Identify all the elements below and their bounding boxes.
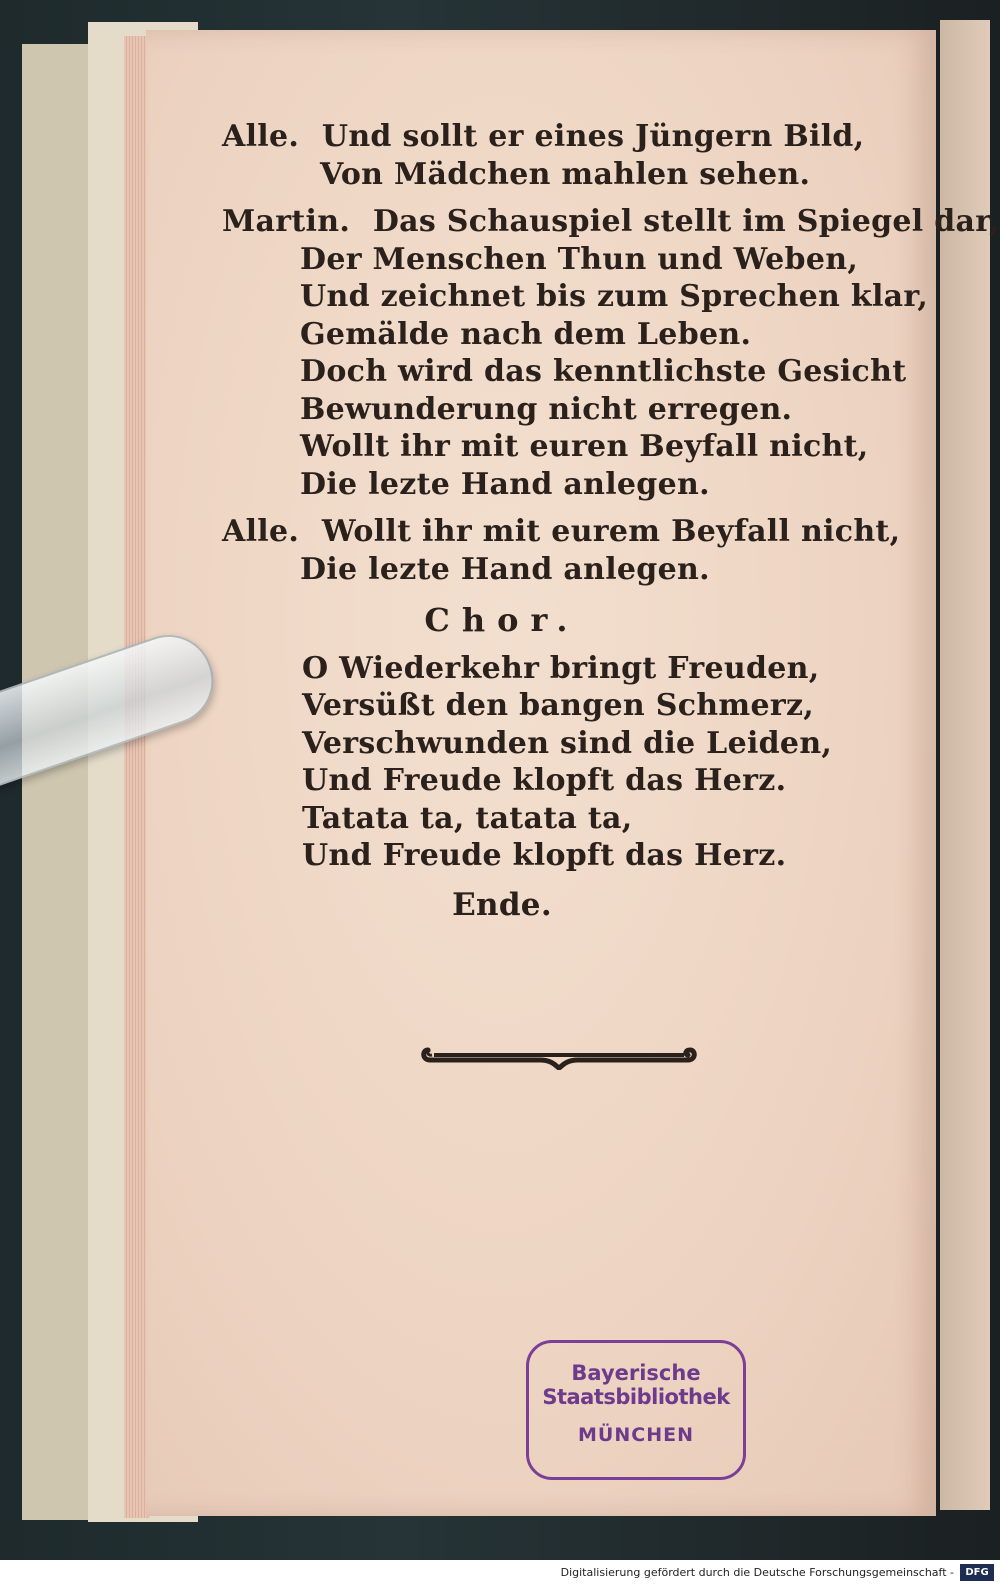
verse-line: Und Freude klopft das Herz. bbox=[302, 838, 787, 873]
stamp-line: Bayerische bbox=[571, 1361, 701, 1385]
verse-text: Und sollt er eines Jüngern Bild, bbox=[321, 119, 865, 154]
verse-line: O Wiederkehr bringt Freuden, bbox=[302, 650, 820, 686]
speaker-name: Alle. bbox=[222, 514, 300, 549]
verse-line bbox=[222, 513, 922, 551]
speech-alle-1 bbox=[222, 118, 922, 193]
library-stamp bbox=[526, 1340, 746, 1480]
speech-martin bbox=[222, 203, 1000, 503]
verse-line: Die lezte Hand anlegen. bbox=[300, 551, 710, 587]
speaker-name: Martin. bbox=[222, 204, 351, 239]
verse-line: Gemälde nach dem Leben. bbox=[300, 316, 752, 352]
verse-line: Wollt ihr mit euren Beyfall nicht, bbox=[300, 429, 869, 464]
verse-line: Versüßt den bangen Schmerz, bbox=[302, 688, 815, 723]
verse-line bbox=[222, 118, 922, 156]
stamp-line: Staatsbibliothek bbox=[542, 1385, 730, 1409]
verse-line: Der Menschen Thun und Weben, bbox=[300, 241, 859, 277]
verse-text: Das Schauspiel stellt im Spiegel dar, bbox=[372, 204, 1000, 239]
footer-bar bbox=[0, 1560, 1000, 1587]
verse-line: Von Mädchen mahlen sehen. bbox=[320, 156, 811, 192]
speaker-name: Alle. bbox=[222, 119, 300, 154]
verse-line: Tatata ta, tatata ta, bbox=[302, 800, 633, 836]
verse-line: Verschwunden sind die Leiden, bbox=[302, 725, 833, 761]
ornament-divider bbox=[420, 1036, 698, 1070]
stamp-line: MÜNCHEN bbox=[578, 1424, 694, 1446]
verse-text: Wollt ihr mit eurem Beyfall nicht, bbox=[321, 514, 901, 549]
page-text bbox=[222, 118, 1000, 924]
chorus-verses bbox=[222, 650, 922, 875]
verse-line bbox=[222, 203, 1000, 241]
verse-line: Die lezte Hand anlegen. bbox=[300, 466, 710, 502]
verse-line: Und zeichnet bis zum Sprechen klar, bbox=[300, 279, 929, 314]
verse-line: Doch wird das kenntlichste Gesicht bbox=[300, 354, 907, 389]
speech-alle-2 bbox=[222, 513, 922, 588]
verse-line: Bewunderung nicht erregen. bbox=[300, 391, 793, 427]
dfg-logo: DFG bbox=[960, 1564, 994, 1581]
chorus-heading: Chor. bbox=[424, 601, 580, 639]
footer-credit: Digitalisierung gefördert durch die Deutsche Forschungsgemeinschaft - bbox=[560, 1566, 954, 1579]
ending-text: Ende. bbox=[452, 886, 552, 923]
verse-line: Und Freude klopft das Herz. bbox=[302, 763, 787, 798]
